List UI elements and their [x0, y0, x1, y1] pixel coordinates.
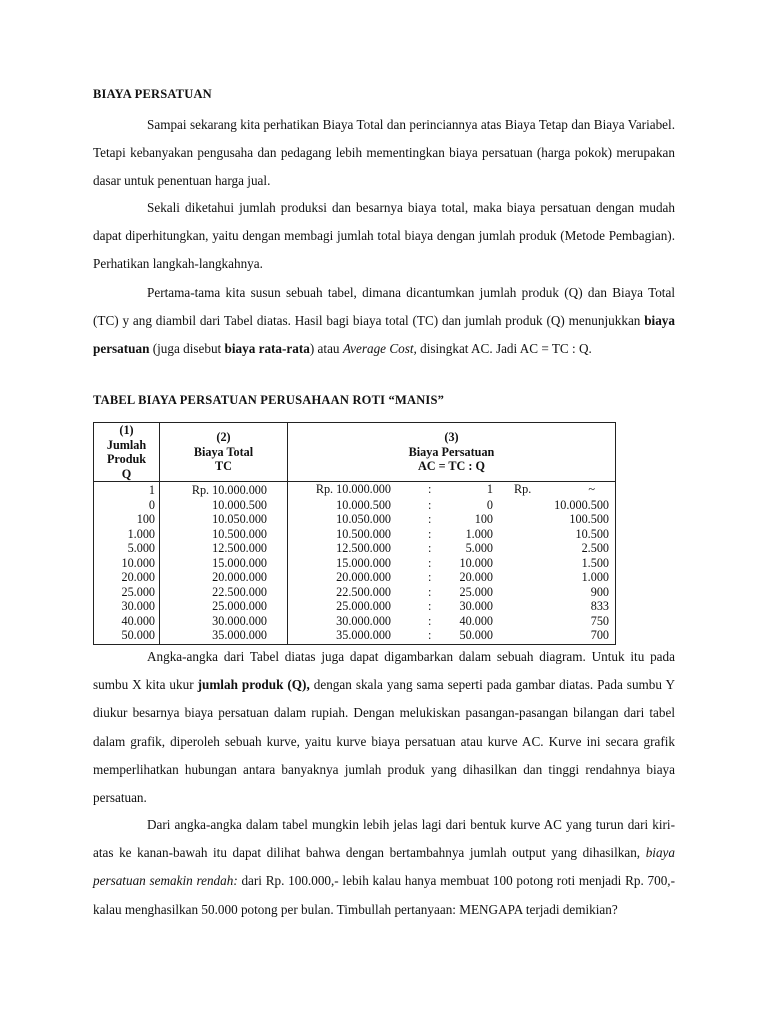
ac-divide-sign: :: [428, 584, 432, 599]
ac-quantity: 5.000: [465, 541, 493, 555]
cell-tc: Rp. 10.000.000: [160, 482, 288, 498]
ac-quantity: 40.000: [459, 613, 493, 628]
ac-total-cost: 10.050.000: [336, 512, 391, 526]
cell-ac: [288, 482, 616, 498]
ac-divide-sign: :: [428, 570, 432, 584]
cell-tc: 30.000.000: [160, 614, 288, 629]
header-col-3-num: (3): [444, 430, 459, 445]
header-col-1-line-2: Produk: [106, 452, 147, 466]
cell-q: 25.000: [94, 585, 160, 600]
ac-quantity: 20.000: [459, 570, 493, 584]
header-col-1-num: (1): [119, 423, 134, 437]
ac-quantity: 10.000: [459, 555, 493, 570]
cell-q: 20.000: [94, 570, 160, 585]
cell-tc: 25.000.000: [160, 599, 288, 614]
ac-total-cost: 25.000.000: [336, 599, 391, 613]
ac-total-cost: 10.500.000: [336, 526, 391, 541]
cell-q: 10.000: [94, 556, 160, 571]
cell-tc: 15.000.000: [160, 556, 288, 571]
ac-value: 2.500: [581, 541, 609, 555]
ac-total-cost: 12.500.000: [336, 541, 391, 555]
ac-value: 100.500: [569, 512, 609, 526]
paragraph-3-text-e: ) atau: [309, 341, 343, 357]
paragraph-2-text: Sekali diketahui jumlah produksi dan besarnya biaya total, maka biaya persatuan dengan mudah dapat diperhitungkan, yaitu dengan membagi jumlah total biaya dengan jumlah produk (Metode Pembagian). Perhatikan langkah-langkahnya.: [93, 200, 675, 272]
ac-divide-sign: :: [428, 541, 432, 555]
header-col-3-line-2: AC = TC : Q: [418, 459, 485, 474]
table-row: [94, 527, 616, 542]
ac-quantity: 50.000: [459, 628, 493, 642]
ac-divide-sign: :: [428, 497, 432, 512]
cell-tc: 12.500.000: [160, 541, 288, 556]
cell-ac: [288, 498, 616, 513]
paragraph-5: [93, 811, 675, 924]
table-row: [94, 512, 616, 527]
table-row: [94, 556, 616, 571]
table-row: [94, 482, 616, 498]
paragraph-4-text-c: dengan skala yang sama seperti pada gambar diatas. Pada sumbu Y diukur besarnya biaya persatuan dalam rupiah. Dengan melukiskan pasangan-pasangan bilangan dari tabel dalam grafik, diperoleh sebuah kurve, yaitu kurve biaya persatuan atau kurve AC. Kurve ini secara grafik memperlihatkan hubungan antara banyaknya jumlah produk yang dihasilkan dan tinggi rendahnya biaya persatuan.: [93, 677, 675, 806]
ac-quantity: 25.000: [459, 584, 493, 599]
ac-quantity: 1.000: [465, 526, 493, 541]
ac-quantity: 0: [486, 497, 493, 512]
header-col-3: [288, 423, 616, 482]
ac-value: 10.500: [575, 526, 609, 541]
cell-q: 1: [94, 482, 160, 498]
table-row: [94, 541, 616, 556]
ac-quantity: 100: [474, 512, 493, 526]
paragraph-3-italic-average-cost: Average Cost,: [342, 341, 417, 357]
paragraph-5-text-a: Dari angka-angka dalam tabel mungkin lebih jelas lagi dari bentuk kurve AC yang turun dari kiri-atas ke kanan-bawah itu dapat dilihat bahwa dengan bertambahnya jumlah output yang dihasilkan,: [93, 817, 675, 861]
paragraph-5-italic-semakin-rendah: biaya persatuan semakin rendah:: [93, 845, 675, 889]
ac-total-cost: 10.000.500: [336, 497, 391, 512]
cell-q: 100: [94, 512, 160, 527]
ac-quantity: 30.000: [459, 599, 493, 613]
table-row: [94, 585, 616, 600]
ac-value: 750: [590, 613, 609, 628]
section-heading: BIAYA PERSATUAN: [93, 87, 212, 101]
paragraph-2: [93, 194, 675, 279]
paragraph-5-text-c: dari Rp. 100.000,- lebih kalau hanya membuat 100 potong roti menjadi Rp. 700,- kalau menghasilkan 50.000 potong per bulan. Timbullah pertanyaan: MENGAPA terjadi demikian?: [93, 873, 675, 917]
ac-total-cost: 35.000.000: [336, 628, 391, 642]
ac-divide-sign: :: [428, 526, 432, 541]
ac-total-cost: 15.000.000: [336, 555, 391, 570]
cell-ac: [288, 628, 616, 644]
table-row: [94, 570, 616, 585]
header-col-1-line-3: Q: [121, 466, 132, 481]
ac-value: 1.500: [581, 555, 609, 570]
paragraph-3-bold-biaya-rata-rata: biaya rata-rata: [224, 341, 310, 357]
cell-q: 5.000: [94, 541, 160, 556]
ac-divide-sign: :: [428, 555, 432, 570]
cell-q: 50.000: [94, 628, 160, 644]
ac-value: 10.000.500: [554, 497, 609, 512]
ac-divide-sign: :: [428, 628, 432, 642]
cell-ac: [288, 614, 616, 629]
cell-q: 0: [94, 498, 160, 513]
ac-value: 900: [590, 584, 609, 599]
header-col-2-line-1: Biaya Total: [193, 444, 254, 459]
paragraph-1: [93, 111, 675, 196]
header-col-1: [94, 423, 160, 482]
paragraph-3-text-g: disingkat AC. Jadi AC = TC : Q.: [416, 341, 592, 357]
ac-value: 833: [590, 599, 609, 613]
cell-q: 1.000: [94, 527, 160, 542]
cell-ac: [288, 599, 616, 614]
cell-tc: 35.000.000: [160, 628, 288, 644]
ac-divide-sign: :: [428, 512, 432, 526]
cell-ac: [288, 512, 616, 527]
header-col-3-line-1: Biaya Persatuan: [408, 444, 495, 459]
paragraph-4: [93, 643, 675, 812]
table-body: [94, 482, 616, 645]
header-col-2-line-2: TC: [215, 459, 232, 474]
header-col-2: [160, 423, 288, 482]
ac-divide-sign: :: [428, 613, 432, 628]
ac-total-cost: Rp. 10.000.000: [315, 482, 391, 496]
ac-value: 1.000: [581, 570, 609, 584]
cell-tc: 10.500.000: [160, 527, 288, 542]
ac-total-cost: 30.000.000: [336, 613, 391, 628]
paragraph-3-text-a: Pertama-tama kita susun sebuah tabel, dimana dicantumkan jumlah produk (Q) dan Biaya Total (TC) y ang diambil dari Tabel diatas. Hasil bagi biaya total (TC) dan jumlah produk (Q) menunjukkan: [93, 285, 675, 329]
ac-quantity: 1: [486, 482, 493, 496]
paragraph-4-bold-jumlah-produk: jumlah produk (Q),: [197, 677, 310, 693]
cell-ac: [288, 556, 616, 571]
cell-ac: [288, 541, 616, 556]
cell-ac: [288, 527, 616, 542]
ac-value: 700: [590, 628, 609, 642]
ac-total-cost: 22.500.000: [336, 584, 391, 599]
table-row: [94, 614, 616, 629]
ac-value: ~: [588, 482, 595, 496]
ac-currency: Rp.: [514, 482, 532, 496]
ac-total-cost: 20.000.000: [336, 570, 391, 584]
cell-tc: 22.500.000: [160, 585, 288, 600]
header-col-2-num: (2): [216, 430, 231, 445]
paragraph-3-bold-biaya-persatuan: biaya persatuan: [93, 313, 675, 357]
paragraph-3-text-c: (juga disebut: [149, 341, 225, 357]
cell-ac: [288, 585, 616, 600]
table-title: TABEL BIAYA PERSATUAN PERUSAHAAN ROTI “MANIS”: [93, 393, 445, 407]
cell-ac: [288, 570, 616, 585]
ac-divide-sign: :: [428, 482, 432, 496]
paragraph-3: [93, 279, 675, 364]
cell-q: 40.000: [94, 614, 160, 629]
table-row: [94, 599, 616, 614]
table-header-row: [94, 423, 616, 482]
table-row: [94, 498, 616, 513]
cell-q: 30.000: [94, 599, 160, 614]
paragraph-1-text: Sampai sekarang kita perhatikan Biaya Total dan perinciannya atas Biaya Tetap dan Biaya Variabel. Tetapi kebanyakan pengusaha dan pedagang lebih mementingkan biaya persatuan (harga pokok) merupakan dasar untuk penentuan harga jual.: [93, 117, 675, 189]
unit-cost-table: [93, 422, 616, 645]
header-col-1-line-1: Jumlah: [106, 437, 147, 452]
table-row: [94, 628, 616, 644]
paragraph-4-text-a: Angka-angka dari Tabel diatas juga dapat digambarkan dalam sebuah diagram. Untuk itu pada sumbu X kita ukur: [93, 649, 675, 693]
cell-tc: 10.050.000: [160, 512, 288, 527]
ac-divide-sign: :: [428, 599, 432, 613]
cell-tc: 10.000.500: [160, 498, 288, 513]
cell-tc: 20.000.000: [160, 570, 288, 585]
